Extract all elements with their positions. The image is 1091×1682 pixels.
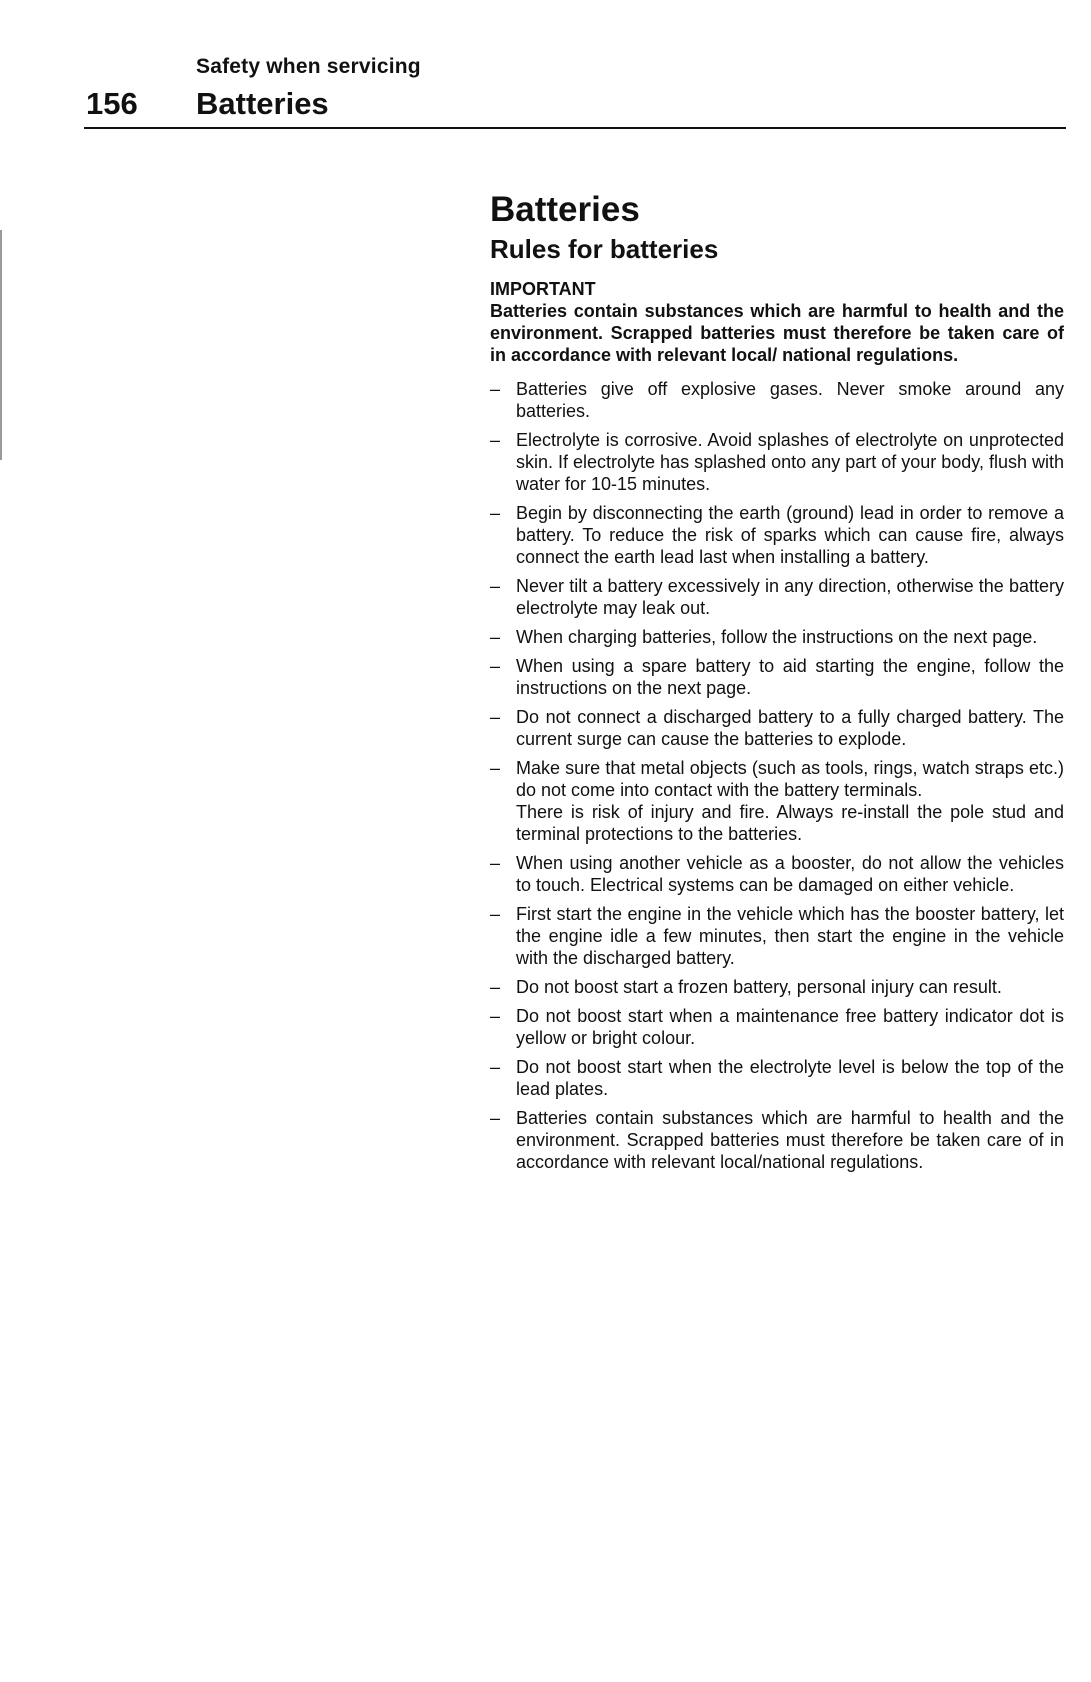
list-item — [490, 706, 1064, 750]
rule-text: Batteries give off explosive gases. Never smoke around any batteries. — [516, 379, 1064, 421]
rule-text: Never tilt a battery excessively in any direction, otherwise the battery electrolyte may leak out. — [516, 576, 1064, 618]
page-number: 156 — [86, 86, 138, 121]
rule-text: Do not connect a discharged battery to a fully charged battery. The current surge can cause the batteries to explode. — [516, 707, 1064, 749]
rule-text: Do not boost start when a maintenance free battery indicator dot is yellow or bright colour. — [516, 1006, 1064, 1048]
bullet-dash: – — [490, 1108, 501, 1128]
list-item — [490, 378, 1064, 422]
page-content — [490, 188, 1064, 1180]
running-title: Batteries — [196, 86, 329, 121]
bullet-dash: – — [490, 503, 501, 523]
bullet-dash: – — [490, 707, 501, 727]
bullet-dash: – — [490, 656, 501, 676]
bullet-dash: – — [490, 627, 501, 647]
page-title: Batteries — [490, 190, 640, 229]
important-label: IMPORTANT — [490, 279, 596, 299]
section-subtitle: Rules for batteries — [490, 234, 719, 264]
rule-text: Begin by disconnecting the earth (ground) lead in order to remove a battery. To reduce the risk of sparks which can cause fire, always connect the earth lead last when installing a battery. — [516, 503, 1064, 567]
bullet-dash: – — [490, 904, 501, 924]
rule-text: Batteries contain substances which are harmful to health and the environment. Scrapped batteries must therefore be taken care of in accordance with relevant local/national regulations. — [516, 1108, 1064, 1172]
bullet-dash: – — [490, 430, 501, 450]
list-item — [490, 575, 1064, 619]
list-item — [490, 1107, 1064, 1173]
bullet-dash: – — [490, 977, 501, 997]
bullet-dash: – — [490, 853, 501, 873]
list-item — [490, 1056, 1064, 1100]
list-item — [490, 655, 1064, 699]
rule-text: Do not boost start a frozen battery, personal injury can result. — [516, 977, 1002, 997]
list-item — [490, 429, 1064, 495]
rule-text: When using a spare battery to aid starting the engine, follow the instructions on the next page. — [516, 656, 1064, 698]
list-item — [490, 852, 1064, 896]
list-item — [490, 626, 1064, 648]
rule-text: Electrolyte is corrosive. Avoid splashes of electrolyte on unprotected skin. If electrolyte has splashed onto any part of your body, flush with water for 10-15 minutes. — [516, 430, 1064, 494]
bullet-dash: – — [490, 1057, 501, 1077]
rule-text: When charging batteries, follow the instructions on the next page. — [516, 627, 1038, 647]
bullet-dash: – — [490, 1006, 501, 1026]
rule-text: When using another vehicle as a booster, do not allow the vehicles to touch. Electrical systems can be damaged on either vehicle. — [516, 853, 1064, 895]
bullet-dash: – — [490, 379, 501, 399]
bullet-dash: – — [490, 576, 501, 596]
margin-mark — [0, 230, 2, 460]
header-divider — [84, 127, 1066, 129]
list-item — [490, 976, 1064, 998]
section-header: Safety when servicing — [196, 55, 421, 78]
rule-text: Do not boost start when the electrolyte level is below the top of the lead plates. — [516, 1057, 1064, 1099]
important-notice: Batteries contain substances which are harmful to health and the environment. Scrapped batteries must therefore be taken care of in accordance with relevant local/ national regulations. — [490, 301, 1064, 365]
list-item — [490, 502, 1064, 568]
rule-text: First start the engine in the vehicle which has the booster battery, let the engine idle a few minutes, then start the engine in the vehicle with the discharged battery. — [516, 904, 1064, 968]
rules-list — [490, 378, 1064, 1173]
bullet-dash: – — [490, 758, 501, 778]
rule-text: Make sure that metal objects (such as tools, rings, watch straps etc.) do not come into contact with the battery terminals. — [516, 758, 1064, 800]
list-item — [490, 757, 1064, 845]
list-item — [490, 903, 1064, 969]
rule-text: There is risk of injury and fire. Always re-install the pole stud and terminal protections to the batteries. — [516, 802, 1064, 844]
list-item — [490, 1005, 1064, 1049]
